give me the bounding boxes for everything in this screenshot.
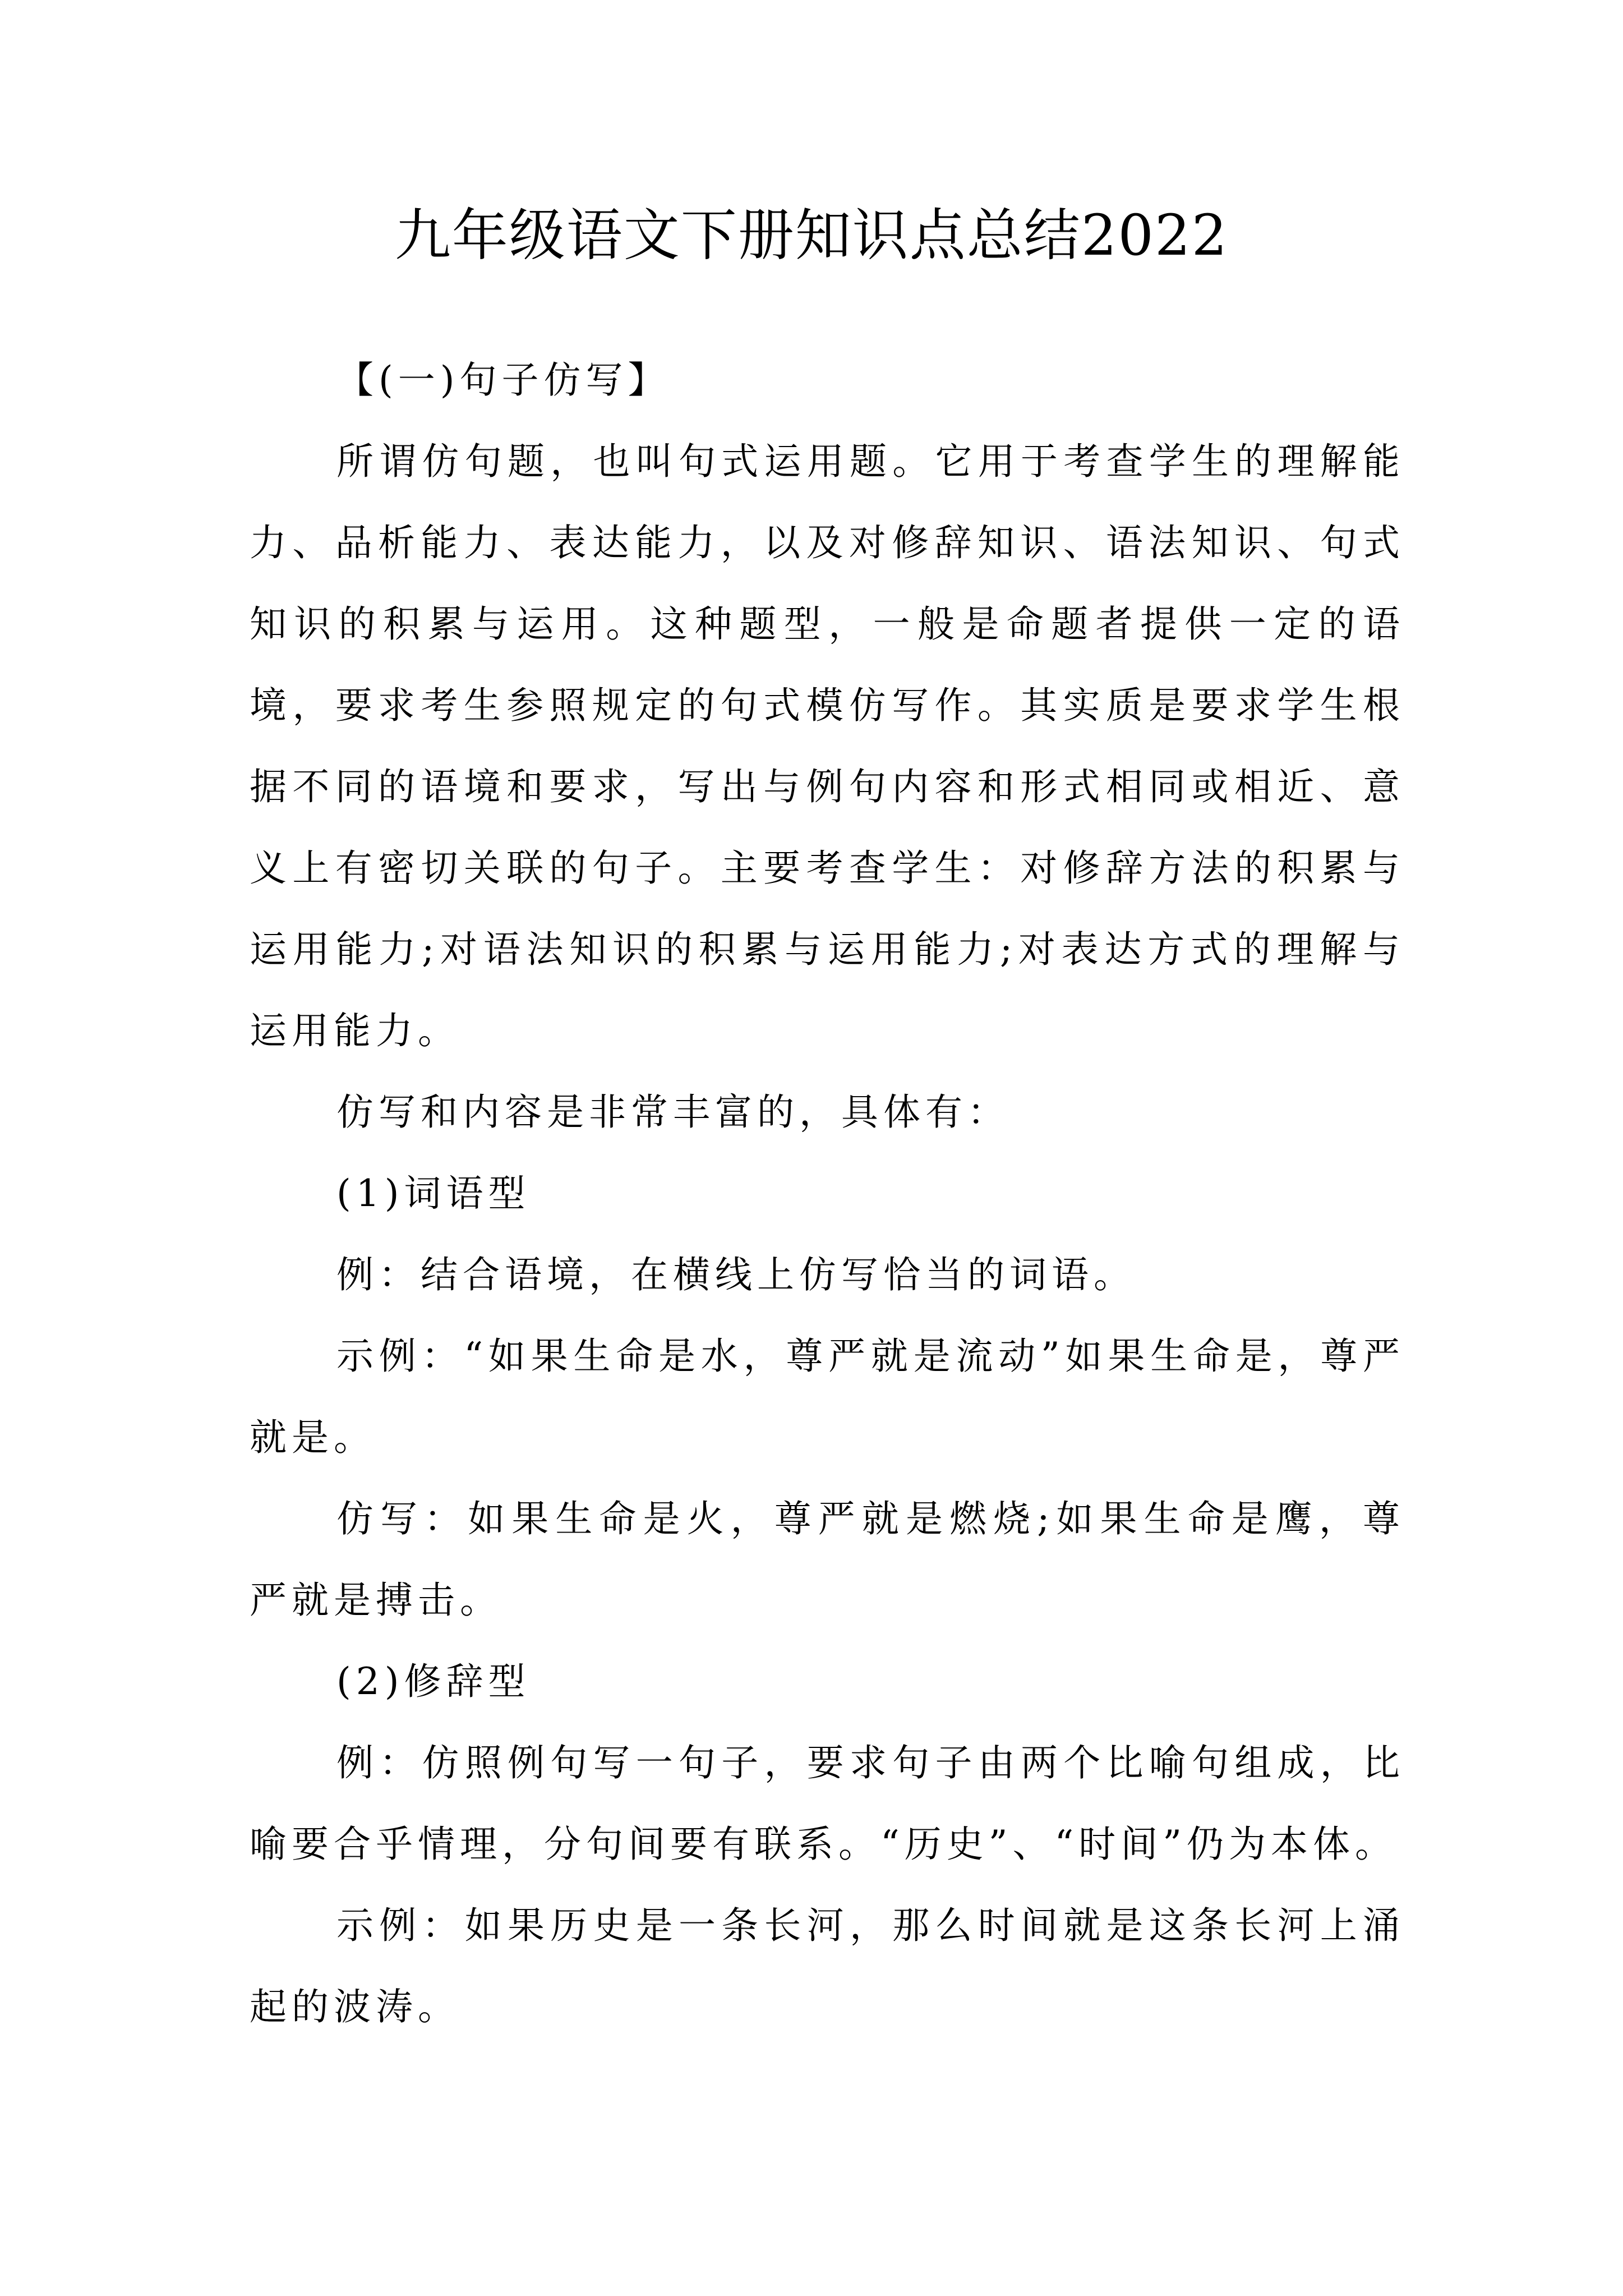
- paragraph: 示例：“如果生命是水，尊严就是流动”如果生命是，尊严就是。: [250, 1335, 1405, 1459]
- paragraph: 例：仿照例句写一句子，要求句子由两个比喻句组成，比喻要合乎情理，分句间要有联系。“历史”、“时间”仍为本体。: [250, 1741, 1405, 1866]
- paragraph: 所谓仿句题，也叫句式运用题。它用于考查学生的理解能力、品析能力、表达能力，以及对修辞知识、语法知识、句式知识的积累与运用。这种题型，一般是命题者提供一定的语境，要求考生参照规定的句式模仿写作。其实质是要求学生根据不同的语境和要求，写出与例句内容和形式相同或相近、意义上有密切关联的句子。主要考查学生：对修辞方法的积累与运用能力;对语法知识的积累与运用能力;对表达方式的理解与运用能力。: [250, 440, 1405, 1052]
- paragraph: 仿写：如果生命是火，尊严就是燃烧;如果生命是鹰，尊严就是搏击。: [250, 1497, 1405, 1622]
- document-body: [250, 339, 1405, 2047]
- paragraph: 例：结合语境，在横线上仿写恰当的词语。: [336, 1253, 1136, 1296]
- paragraph: 仿写和内容是非常丰富的，具体有：: [336, 1091, 1009, 1134]
- paragraph: 示例：如果历史是一条长河，那么时间就是这条长河上涌起的波涛。: [250, 1904, 1405, 2028]
- section-heading: 【(一)句子仿写】: [336, 358, 670, 402]
- subsection-heading: (1)词语型: [336, 1172, 531, 1215]
- document-title: 九年级语文下册知识点总结2022: [394, 203, 1229, 268]
- subsection-heading: (2)修辞型: [336, 1660, 531, 1703]
